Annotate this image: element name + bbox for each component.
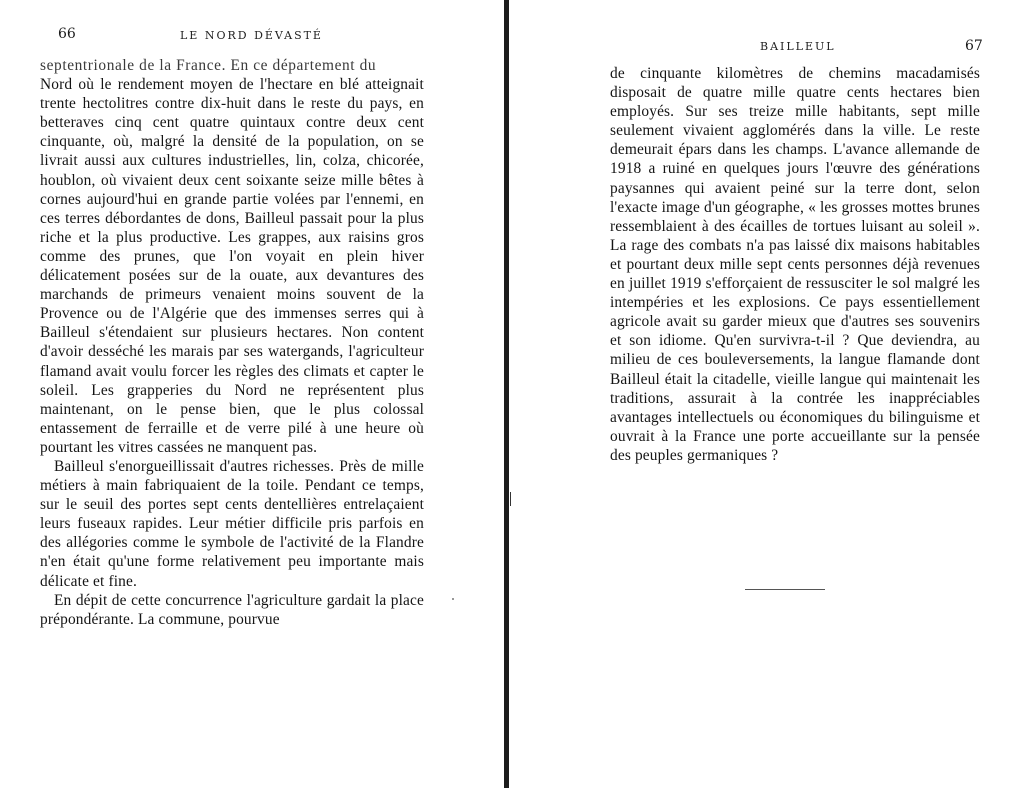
right-page-number: 67 — [965, 38, 983, 54]
paper-speck — [452, 598, 454, 600]
left-running-head: LE NORD DÉVASTÉ — [180, 29, 323, 42]
left-page-number: 66 — [58, 26, 76, 42]
right-paragraph-1: de cinquante kilomètres de chemins macadamisés disposait de quatre mille quatre cents hectares bien employés. Sur ses treize mille habitants, sept mille seulement vivaient agglomérés dans la ville. Le reste demeurait épars dans les champs. L'avance allemande de 1918 a ruiné en quelques jours l'œuvre des générations paysannes qui avaient peiné sur la terre dont, selon l'exacte image d'un géographe, « les grosses mottes brunes ressemblaient à des écailles de tortues luisant au soleil ». La rage des combats n'a pas laissé dix maisons habitables et pourtant deux mille sept cents personnes déjà revenues en juillet 1919 s'efforçaient de ressusciter le sol malgré les intempéries et les explosions. Ce pays essentiellement agricole avait su garder mieux que d'autres ses souvenirs et son idiome. Qu'en survivra-t-il ? Que deviendra, au milieu de ces bouleversements, la langue flamande dont Bailleul était la citadelle, vieille langue qui maintenait les traditions, assurait à la contrée les inappréciables avantages intellectuels ou économiques du bilinguisme et ouvrait à la France une porte accueillante sur la pensée des peuples germaniques ? — [610, 65, 980, 464]
book-gutter — [504, 0, 509, 788]
left-first-line: septentrionale de la France. En ce département du — [40, 57, 377, 74]
left-paragraph-3: En dépit de cette concurrence l'agriculture gardait la place prépondérante. La commune, pourvue — [40, 591, 424, 628]
left-paragraph-2: Bailleul s'enorgueillissait d'autres richesses. Près de mille métiers à main fabriquaient de la toile. Pendant ce temps, sur le seuil des portes sept cents dentellières entrelaçaient leurs fuseaux rapides. Leur métier difficile pris parfois en des allégories comme le symbole de l'activité de la Flandre n'en était qu'une forme relativement peu importante mais délicate et fine. — [40, 457, 424, 590]
gutter-mark — [510, 492, 511, 506]
left-paragraph-1: Nord où le rendement moyen de l'hectare en blé atteignait trente hectolitres contre dix-huit dans le reste du pays, en betteraves cinq cent quatre quintaux contre deux cent cinquante, où, malgré la densité de la population, on se livrait aussi aux cultures industrielles, lin, colza, chicorée, houblon, où vivaient deux cent soixante seize mille bêtes à cornes aujourd'hui en grande partie volées par l'ennemi, en ces terres débordantes de dons, Bailleul passait pour la plus riche et la plus productive. Les grappes, aux raisins gros comme des prunes, que l'on voyait en plein hiver délicatement posées sur de la ouate, aux devantures des marchands de primeurs venaient moins souvent de la Provence ou de l'Algérie que des immenses serres qui à Bailleul s'étendaient sur plusieurs hectares. Non content d'avoir desséché les marais par ses watergands, l'agriculteur flamand avait voulu forcer les règles des climats et capter le soleil. Les grapperies du Nord ne représentent plus maintenant, on le pense bien, que le plus colossal entassement de ferraille et de verre pilé à une heure où pourtant les vitres cassées ne manquent pas. — [40, 76, 424, 456]
right-running-head: BAILLEUL — [760, 40, 836, 53]
left-body-text — [40, 56, 424, 629]
right-body-text — [610, 64, 980, 465]
end-rule — [745, 589, 825, 590]
